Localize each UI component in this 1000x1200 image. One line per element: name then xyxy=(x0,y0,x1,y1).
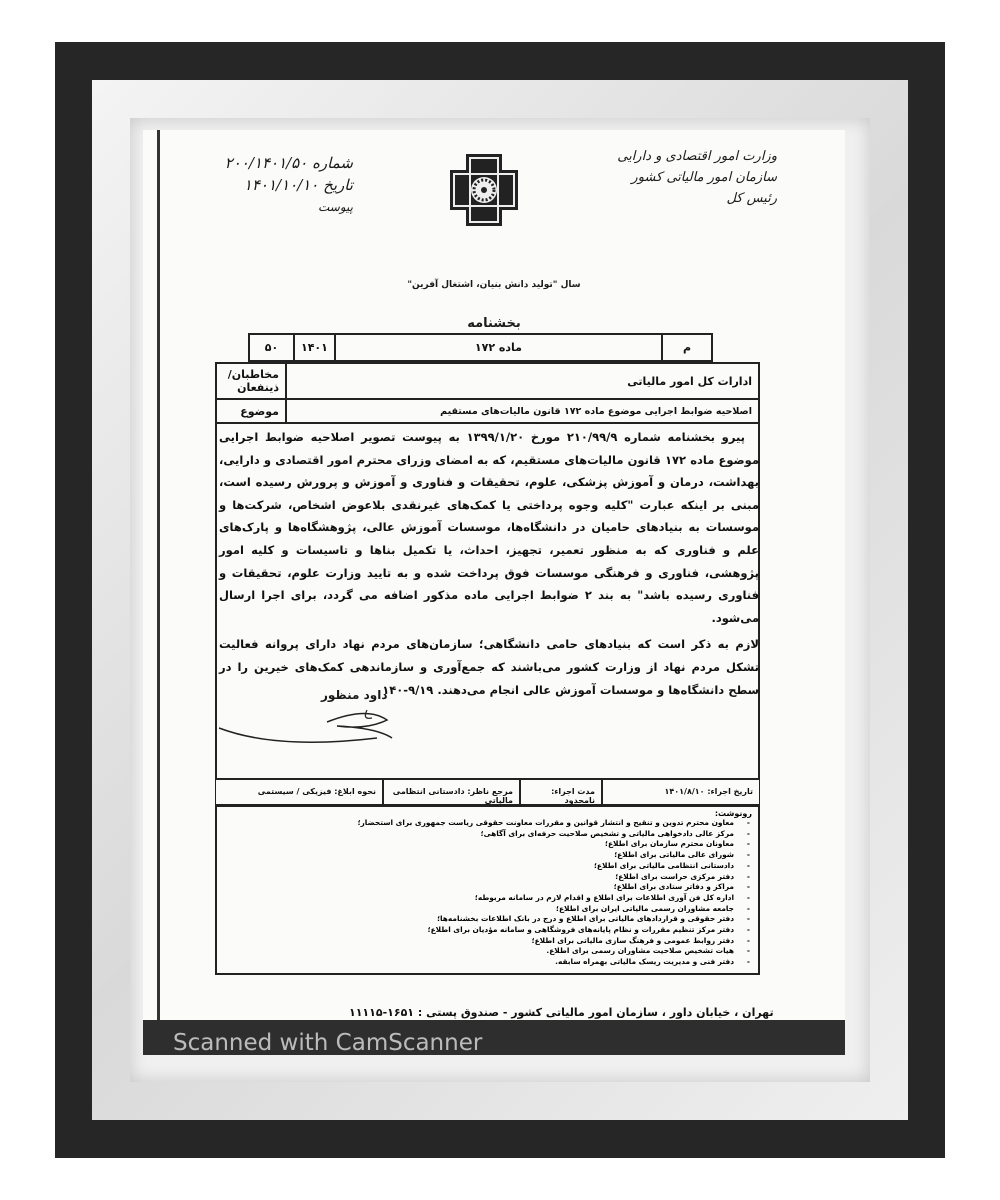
execution-info-row xyxy=(215,778,760,805)
scanned-document xyxy=(143,130,845,1055)
body-text xyxy=(219,426,759,701)
camscanner-watermark: Scanned with CamScanner xyxy=(173,1030,483,1055)
letter-attachment: پیوست xyxy=(318,200,353,214)
cc-label: رونوشت: xyxy=(714,809,752,818)
document-type-title: بخشنامه xyxy=(467,316,521,331)
ministry-header xyxy=(617,146,777,209)
cc-item: - دادستانی انتظامی مالیاتی برای اطلاع؛ xyxy=(223,861,734,872)
cc-item: - جامعه مشاوران رسمی مالیاتی ایران برای اطلاع؛ xyxy=(223,904,734,915)
subject-label: موضوع xyxy=(216,399,286,423)
cc-list-box xyxy=(215,805,760,975)
cc-item: - شورای عالی مالیاتی برای اطلاع؛ xyxy=(223,850,734,861)
notification-method: نحوه ابلاغ: فیزیکی / سیستمی xyxy=(215,778,383,805)
footer-address: تهران ، خیابان داور ، سازمان امور مالیاتی کشور - صندوق پستی : ۱۶۵۱-۱۱۱۱۵ xyxy=(343,1006,780,1019)
addressees-value: ادارات کل امور مالیاتی xyxy=(286,363,759,399)
body-paragraph: لازم به ذکر است که بنیادهای حامی دانشگاهی؛ سازمان‌های مردم نهاد دارای پروانه فعالیت تشکل مردم نهاد از وزارت کشور می‌باشند که جمع‌آوری و سازماندهی کمک‌های خیرین را در سطح دانشگاه‌ها و موسسات آموزش عالی انجام می‌دهند. ۹/۱۹-۱۴۰ xyxy=(219,637,759,697)
reference-table xyxy=(248,333,713,362)
cc-item: - هیات تشخیص صلاحیت مشاوران رسمی برای اطلاع. xyxy=(223,946,734,957)
cc-item: - معاونان محترم سازمان برای اطلاع؛ xyxy=(223,839,734,850)
cc-item: - دفتر مرکزی حراست برای اطلاع؛ xyxy=(223,872,734,883)
year-slogan: سال "تولید دانش بنیان، اشتغال آفرین" xyxy=(407,280,581,290)
letter-number: شماره ۲۰۰/۱۴۰۱/۵۰ xyxy=(224,154,353,172)
ref-year: ۱۴۰۱ xyxy=(294,334,335,361)
cc-item: - دفتر فنی و مدیریت ریسک مالیاتی بهمراه سابقه. xyxy=(223,957,734,968)
cc-item: - معاون محترم تدوین و تنقیح و انتشار قوانین و مقررات معاونت حقوقی ریاست جمهوری برای استحضار؛ xyxy=(223,818,734,829)
ref-code: م xyxy=(662,334,712,361)
ministry-line: سازمان امور مالیاتی کشور xyxy=(631,170,777,185)
cc-item: - مراکز و دفاتر ستادی برای اطلاع؛ xyxy=(223,882,734,893)
cc-list xyxy=(223,818,752,968)
addressees-label: مخاطبان/ذینفعان xyxy=(216,363,286,399)
ministry-line: رئیس کل xyxy=(726,191,777,206)
addressee-subject-table xyxy=(215,362,760,424)
supervising-authority: مرجع ناظر: دادستانی انتظامی مالیاتی xyxy=(383,778,520,805)
cc-item: - اداره کل فن آوری اطلاعات برای اطلاع و اقدام لازم در سامانه مربوطه؛ xyxy=(223,893,734,904)
ref-number: ۵۰ xyxy=(249,334,294,361)
signatory-name: داود منظور xyxy=(321,688,388,702)
ref-article: ماده ۱۷۲ xyxy=(335,334,662,361)
letter-meta xyxy=(203,152,353,218)
tax-organization-emblem-icon xyxy=(448,152,520,228)
body-paragraph: پیرو بخشنامه شماره ۲۱۰/۹۹/۹ مورخ ۱۳۹۹/۱/۲۰ به پیوست تصویر اصلاحیه ضوابط اجرایی موضوع ماده ۱۷۲ قانون مالیات‌های مستقیم، که به امضای وزرای محترم امور اقتصادی و دارایی، بهداشت، درمان و آموزش پزشکی، علوم، تحقیقات و فناوری و آموزش و پرورش رسیده است، مبنی بر اینکه عبارت "کلیه وجوه پرداختی یا کمک‌های غیرنقدی بلاعوض اشخاص، شرکت‌ها و موسسات به بنیادهای حامیان در دانشگاه‌ها، موسسات آموزش عالی، پژوهشگاه‌ها و پارک‌های علم و فناوری که به منظور تعمیر، تجهیز، احداث، یا تکمیل بناها و تاسیسات و کلیه امور پژوهشی، فناوری و فرهنگی موسسات فوق پرداخت شده و به تایید وزارت علوم، تحقیقات و فناوری رسیده باشد" به بند ۲ ضوابط اجرایی ماده مذکور اضافه می گردد، برای اجرا ارسال می‌شود. xyxy=(219,430,760,625)
cc-item: - دفتر روابط عمومی و فرهنگ سازی مالیاتی برای اطلاع؛ xyxy=(223,936,734,947)
ministry-line: وزارت امور اقتصادی و دارایی xyxy=(617,149,777,164)
signature-icon xyxy=(217,700,417,750)
subject-value: اصلاحیه ضوابط اجرایی موضوع ماده ۱۷۲ قانون مالیات‌های مستقیم xyxy=(286,399,759,423)
scan-edge-line xyxy=(157,130,160,1050)
execution-duration: مدت اجراء: نامحدود xyxy=(520,778,602,805)
cc-item: - دفتر مرکز تنظیم مقررات و نظام پایانه‌های فروشگاهی و سامانه مؤدیان برای اطلاع؛ xyxy=(223,925,734,936)
letter-date: تاریخ ۱۴۰۱/۱۰/۱۰ xyxy=(243,176,353,194)
cc-item: - مرکز عالی دادخواهی مالیاتی و تشخیص صلاحیت حرفه‌ای برای آگاهی؛ xyxy=(223,829,734,840)
cc-item: - دفتر حقوقی و قراردادهای مالیاتی برای اطلاع و درج در بانک اطلاعات بخشنامه‌ها؛ xyxy=(223,914,734,925)
execution-date: تاریخ اجراء: ۱۴۰۱/۸/۱۰ xyxy=(602,778,760,805)
